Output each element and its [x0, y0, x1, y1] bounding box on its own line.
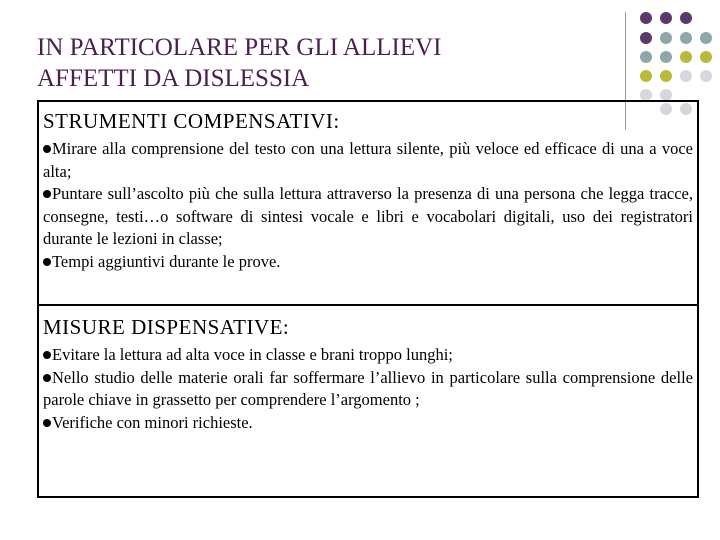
bullet-icon: [43, 419, 51, 427]
decorative-dot: [660, 51, 672, 63]
decorative-dot: [680, 51, 692, 63]
bullet-item: [43, 183, 693, 251]
bullet-text: Puntare sull’ascolto più che sulla lettura attraverso la presenza di una persona che legga tracce, consegne, testi…o software di sintesi vocale e libri e vocabolari digitali, uso dei registratori durante le lezioni in classe;: [43, 184, 693, 248]
bullet-item: [43, 138, 693, 183]
section-divider: [37, 304, 699, 306]
decorative-dot: [680, 12, 692, 24]
bullet-icon: [43, 145, 51, 153]
bullet-icon: [43, 190, 51, 198]
bullet-icon: [43, 258, 51, 266]
decorative-dot: [700, 32, 712, 44]
decorative-dot: [680, 70, 692, 82]
section-strumenti-compensativi: [43, 108, 693, 273]
title-line-1: IN PARTICOLARE PER GLI ALLIEVI: [37, 34, 442, 61]
decorative-dot: [640, 32, 652, 44]
decorative-dot: [680, 32, 692, 44]
bullet-text: Verifiche con minori richieste.: [52, 412, 253, 432]
bullet-icon: [43, 374, 51, 382]
section-misure-dispensative: [43, 314, 693, 434]
bullet-item: [43, 251, 693, 274]
decorative-dot: [700, 70, 712, 82]
bullet-icon: [43, 351, 51, 359]
bullet-item: [43, 412, 693, 435]
bullet-text: Evitare la lettura ad alta voce in classe e brani troppo lunghi;: [52, 345, 453, 364]
bullet-item: [43, 367, 693, 412]
decorative-dot: [660, 70, 672, 82]
title-line-2: AFFETTI DA DISLESSIA: [37, 65, 310, 92]
bullet-text: Nello studio delle materie orali far soffermare l’allievo in particolare sulla comprensione delle parole chiave in grassetto per comprendere l’argomento ;: [43, 367, 693, 409]
decorative-dot: [640, 70, 652, 82]
section-heading: STRUMENTI COMPENSATIVI:: [43, 109, 340, 133]
decorative-dot: [660, 12, 672, 24]
decorative-dot: [640, 12, 652, 24]
bullet-text: Tempi aggiuntivi durante le prove.: [52, 251, 281, 271]
decorative-dot: [640, 51, 652, 63]
bullet-text: Mirare alla comprensione del testo con una lettura silente, più veloce ed efficace di una a voce alta;: [43, 139, 693, 181]
section-heading: MISURE DISPENSATIVE:: [43, 315, 290, 339]
bullet-item: [43, 344, 693, 367]
decorative-dot: [700, 51, 712, 63]
slide-title: [37, 32, 597, 94]
decorative-dot: [660, 32, 672, 44]
